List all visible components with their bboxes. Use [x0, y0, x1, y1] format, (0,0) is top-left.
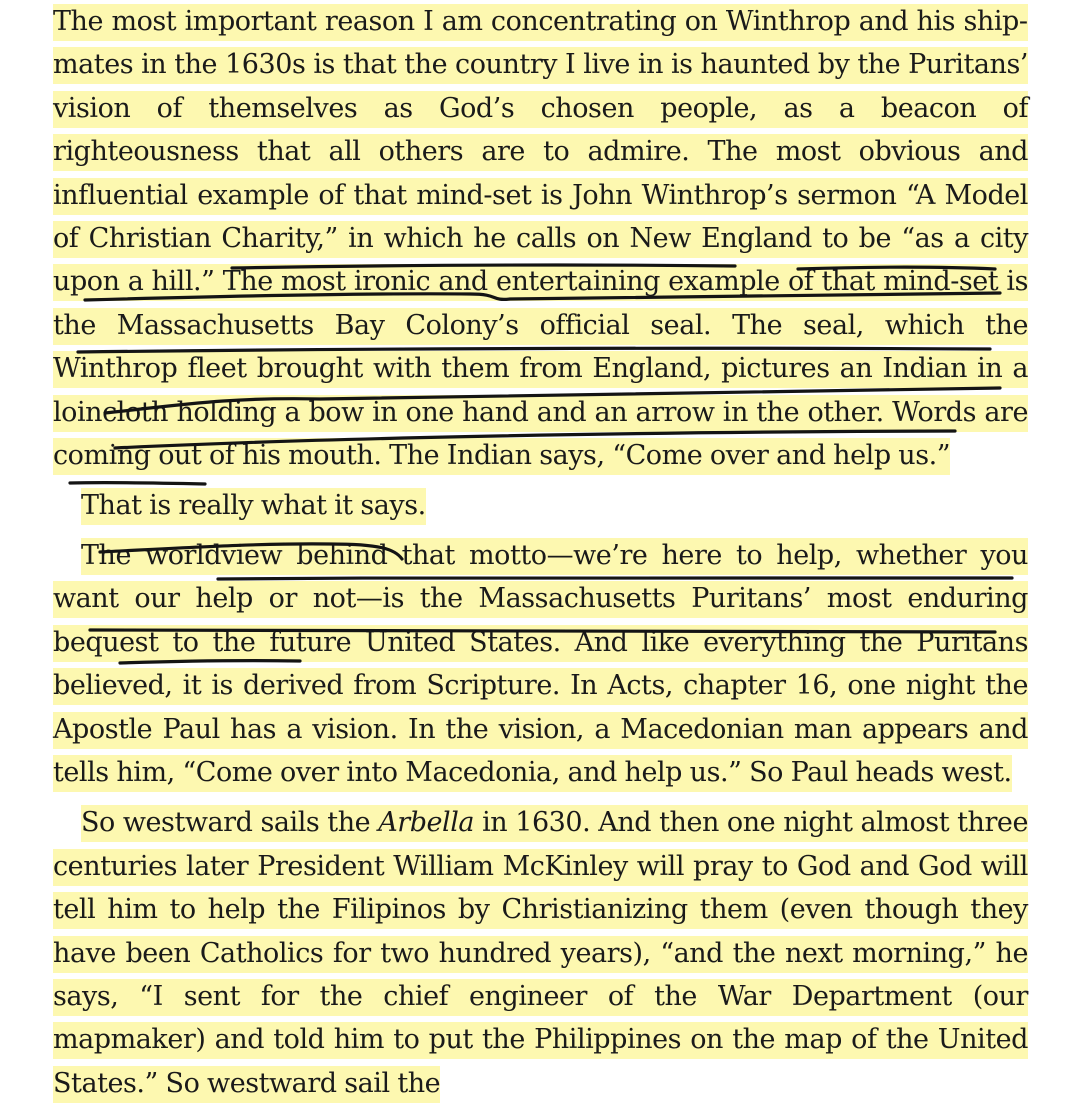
paragraph-4-text-rest: in 1630. And then one night almost three centuries later President William McKinley will pray to God and God will tell him to help the Filipinos by Christianizing them (even though they have been Catholics for two hundred years), “and the next morning,” he says, “I sent for the chief engineer of the War Department (our mapmaker) and told him to put the Philippines on the map of the United States.” So westward sail the: [53, 807, 1028, 1099]
paragraph-2: [53, 484, 1028, 527]
paragraph-4-text-start: So westward sails the: [81, 807, 379, 839]
text-column: [53, 0, 1028, 1105]
paragraph-2-text: That is really what it says.: [81, 490, 426, 522]
ship-name: Arbella: [378, 807, 475, 839]
paragraph-3: [53, 534, 1028, 794]
paragraph-3-text: The worldview behind that motto—we’re here to help, whether you want our help or not—is the Massachusetts Puritans’ most enduring bequest to the future United States. And like everything the Puritans believed, it is derived from Scripture. In Acts, chapter 16, one night the Apostle Paul has a vision. In the vision, a Macedonian man appears and tells him, “Come over into Macedonia, and help us.” So Paul heads west.: [53, 539, 1028, 788]
paragraph-1: [53, 0, 1028, 477]
paragraph-4: [53, 801, 1028, 1105]
highlighted-text: [53, 538, 1028, 792]
highlighted-text: [53, 4, 1028, 475]
highlighted-text: [81, 488, 426, 525]
highlighted-text: [53, 805, 1028, 1102]
paragraph-1-text: The most important reason I am concentrating on Winthrop and his shipmates in the 1630s is that the country I live in is haunted by the Puritans’ vision of themselves as God’s chosen people, as a beacon of righteousness that all others are to admire. The most obvious and influential example of that mind-set is John Winthrop’s sermon “A Model of Christian Charity,” in which he calls on New England to be “as a city upon a hill.” The most ironic and entertaining example of that mind-set is the Massachusetts Bay Colony’s official seal. The seal, which the Winthrop fleet brought with them from England, pictures an Indian in a loincloth holding a bow in one hand and an arrow in the other. Words are coming out of his mouth. The Indian says, “Come over and help us.”: [53, 6, 1028, 472]
